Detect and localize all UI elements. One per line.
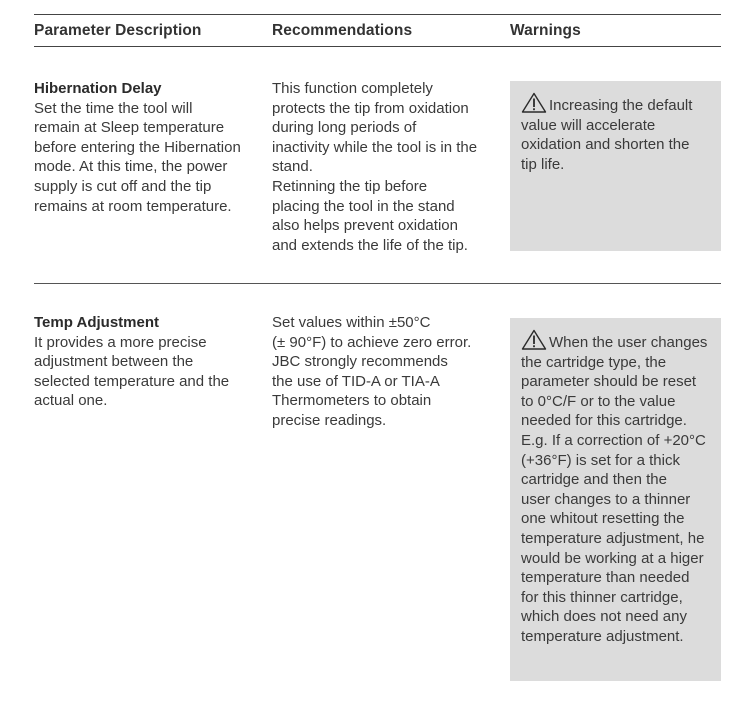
parameter-description-cell — [34, 313, 262, 411]
warning-text: Increasing the default value will accelerate oxidation and shorten the tip life. — [521, 97, 693, 173]
warning-box — [510, 318, 721, 681]
parameter-title: Hibernation Delay — [34, 80, 162, 97]
table-header — [0, 15, 741, 47]
recommendation-cell — [272, 313, 500, 431]
header-warnings: Warnings — [510, 22, 581, 39]
parameter-description: Set the time the tool will remain at Sleep temperature before entering the Hibernation mode. At this time, the power supply is cut off and the tip remains at room temperature. — [34, 99, 241, 215]
row-divider — [34, 283, 721, 284]
warning-triangle-icon — [521, 92, 547, 113]
header-recommendations: Recommendations — [272, 22, 413, 39]
warning-box — [510, 81, 721, 251]
recommendation-text: Set values within ±50°C (± 90°F) to achieve zero error. JBC strongly recommends the use of TID-A or TIA-A Thermometers to obtain precise readings. — [272, 314, 472, 429]
warning-paragraph — [521, 92, 715, 174]
parameter-description-cell — [34, 79, 262, 216]
warning-triangle-icon — [521, 329, 547, 350]
parameter-title: Temp Adjustment — [34, 314, 160, 331]
header-rule — [34, 46, 721, 47]
header-parameter-description: Parameter Description — [34, 22, 202, 39]
recommendation-cell — [272, 79, 500, 255]
parameter-description: It provides a more precise adjustment between the selected temperature and the actual one. — [34, 333, 230, 410]
warning-paragraph — [521, 329, 715, 647]
warning-text: When the user changes the cartridge type, the parameter should be reset to 0°C/F or to the value needed for this cartridge. E.g. If a correction of +20°C (+36°F) is set for a thick cartridge and then the user changes to a thinner one whitout resetting the temperature adjustment, he would be working at a higer temperature than needed for this thinner cartridge, which does not need any temperature adjustment. — [521, 334, 708, 645]
recommendation-text: This function completely protects the tip from oxidation during long periods of inactivity while the tool is in the stand. Retinning the tip before placing the tool in the stand also helps prevent oxidation and extends the life of the tip. — [272, 80, 478, 254]
